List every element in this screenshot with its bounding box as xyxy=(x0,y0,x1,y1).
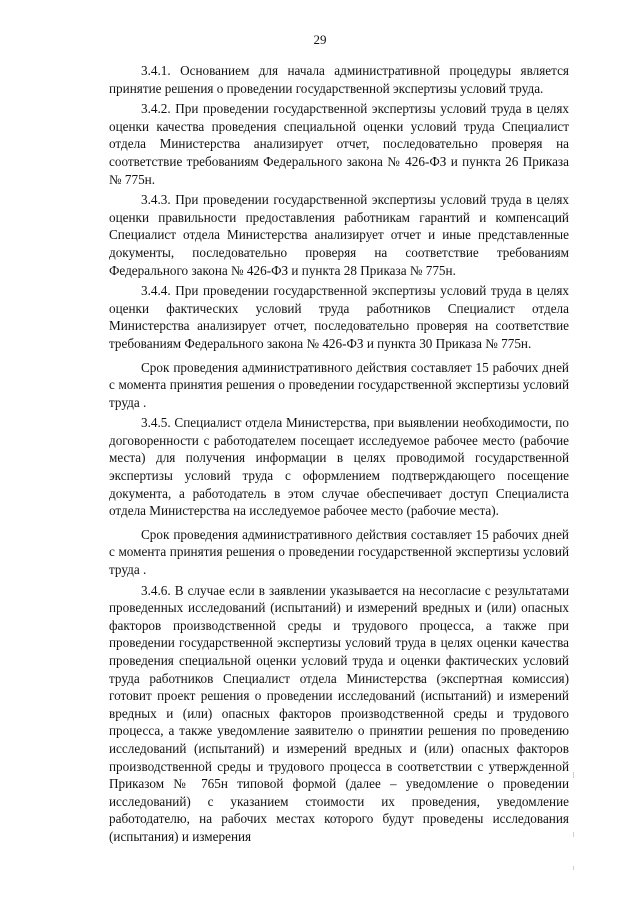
paragraph-3-4-3: 3.4.3. При проведении государственной экспертизы условий труда в целях оценки правильности предоставления работникам гарантий и компенсаций Специалист отдела Министерства анализирует отчет и иные представленные документы, последовательно проверяя на соответствие требованиям Федерального закона № 426-ФЗ и пункта 28 Приказа № 775н. xyxy=(109,192,569,278)
document-body xyxy=(109,62,569,849)
page-number: 29 xyxy=(313,32,327,47)
scan-mark xyxy=(573,772,574,778)
scan-mark xyxy=(573,832,574,837)
paragraph-3-4-5: 3.4.5. Специалист отдела Министерства, при выявлении необходимости, по договоренности с работодателем посещает исследуемое рабочее место (рабочие места) для получения информации в целях проводимой государственной экспертизы условий труда с оформлением подтверждающего посещение документа, а работодатель в этом случае обеспечивает доступ Специалиста отдела Министерства на исследуемое рабочее место (рабочие места). xyxy=(109,415,569,519)
paragraph-deadline-1: Срок проведения административного действия составляет 15 рабочих дней с момента принятия решения о проведении государственной экспертизы условий труда . xyxy=(109,359,569,410)
paragraph-3-4-1: 3.4.1. Основанием для начала административной процедуры является принятие решения о проведении государственной экспертизы условий труда. xyxy=(109,63,569,96)
scan-mark xyxy=(573,866,574,870)
paragraph-3-4-2: 3.4.2. При проведении государственной экспертизы условий труда в целях оценки качества проведения специальной оценки условий труда Специалист отдела Министерства анализирует отчет, последовательно проверяя на соответствие требованиям Федерального закона № 426-ФЗ и пункта 26 Приказа № 775н. xyxy=(109,101,569,187)
paragraph-3-4-4: 3.4.4. При проведении государственной экспертизы условий труда в целях оценки фактических условий труда работников Специалист отдела Министерства анализирует отчет, последовательно проверяя на соответствие требованиям Федерального закона № 426-ФЗ и пункта 30 Приказа № 775н. xyxy=(109,283,569,351)
paragraph-3-4-6: 3.4.6. В случае если в заявлении указывается на несогласие с результатами проведенных исследований (испытаний) и измерений вредных и (или) опасных факторов производственной среды и трудового процесса, а также при проведении государственной экспертизы условий труда в целях оценки качества проведения специальной оценки условий труда и оценки фактических условий труда работников Специалист отдела Министерства (экспертная комиссия) готовит проект решения о проведении исследований (испытаний) и измерений вредных и (или) опасных факторов производственной среды и трудового процесса, а также уведомление заявителю о принятии решения по проведению исследований (испытаний) и измерений вредных и (или) опасных факторов производственной среды и трудового процесса в соответствии с утвержденной Приказом № 765н типовой формой (далее – уведомление о проведении исследований) с указанием стоимости их проведения, уведомление работодателю, на рабочих местах которого будут проведены исследования (испытания) и измерения xyxy=(109,582,569,844)
paragraph-deadline-2: Срок проведения административного действия составляет 15 рабочих дней с момента принятия решения о проведении государственной экспертизы условий труда . xyxy=(109,526,569,578)
